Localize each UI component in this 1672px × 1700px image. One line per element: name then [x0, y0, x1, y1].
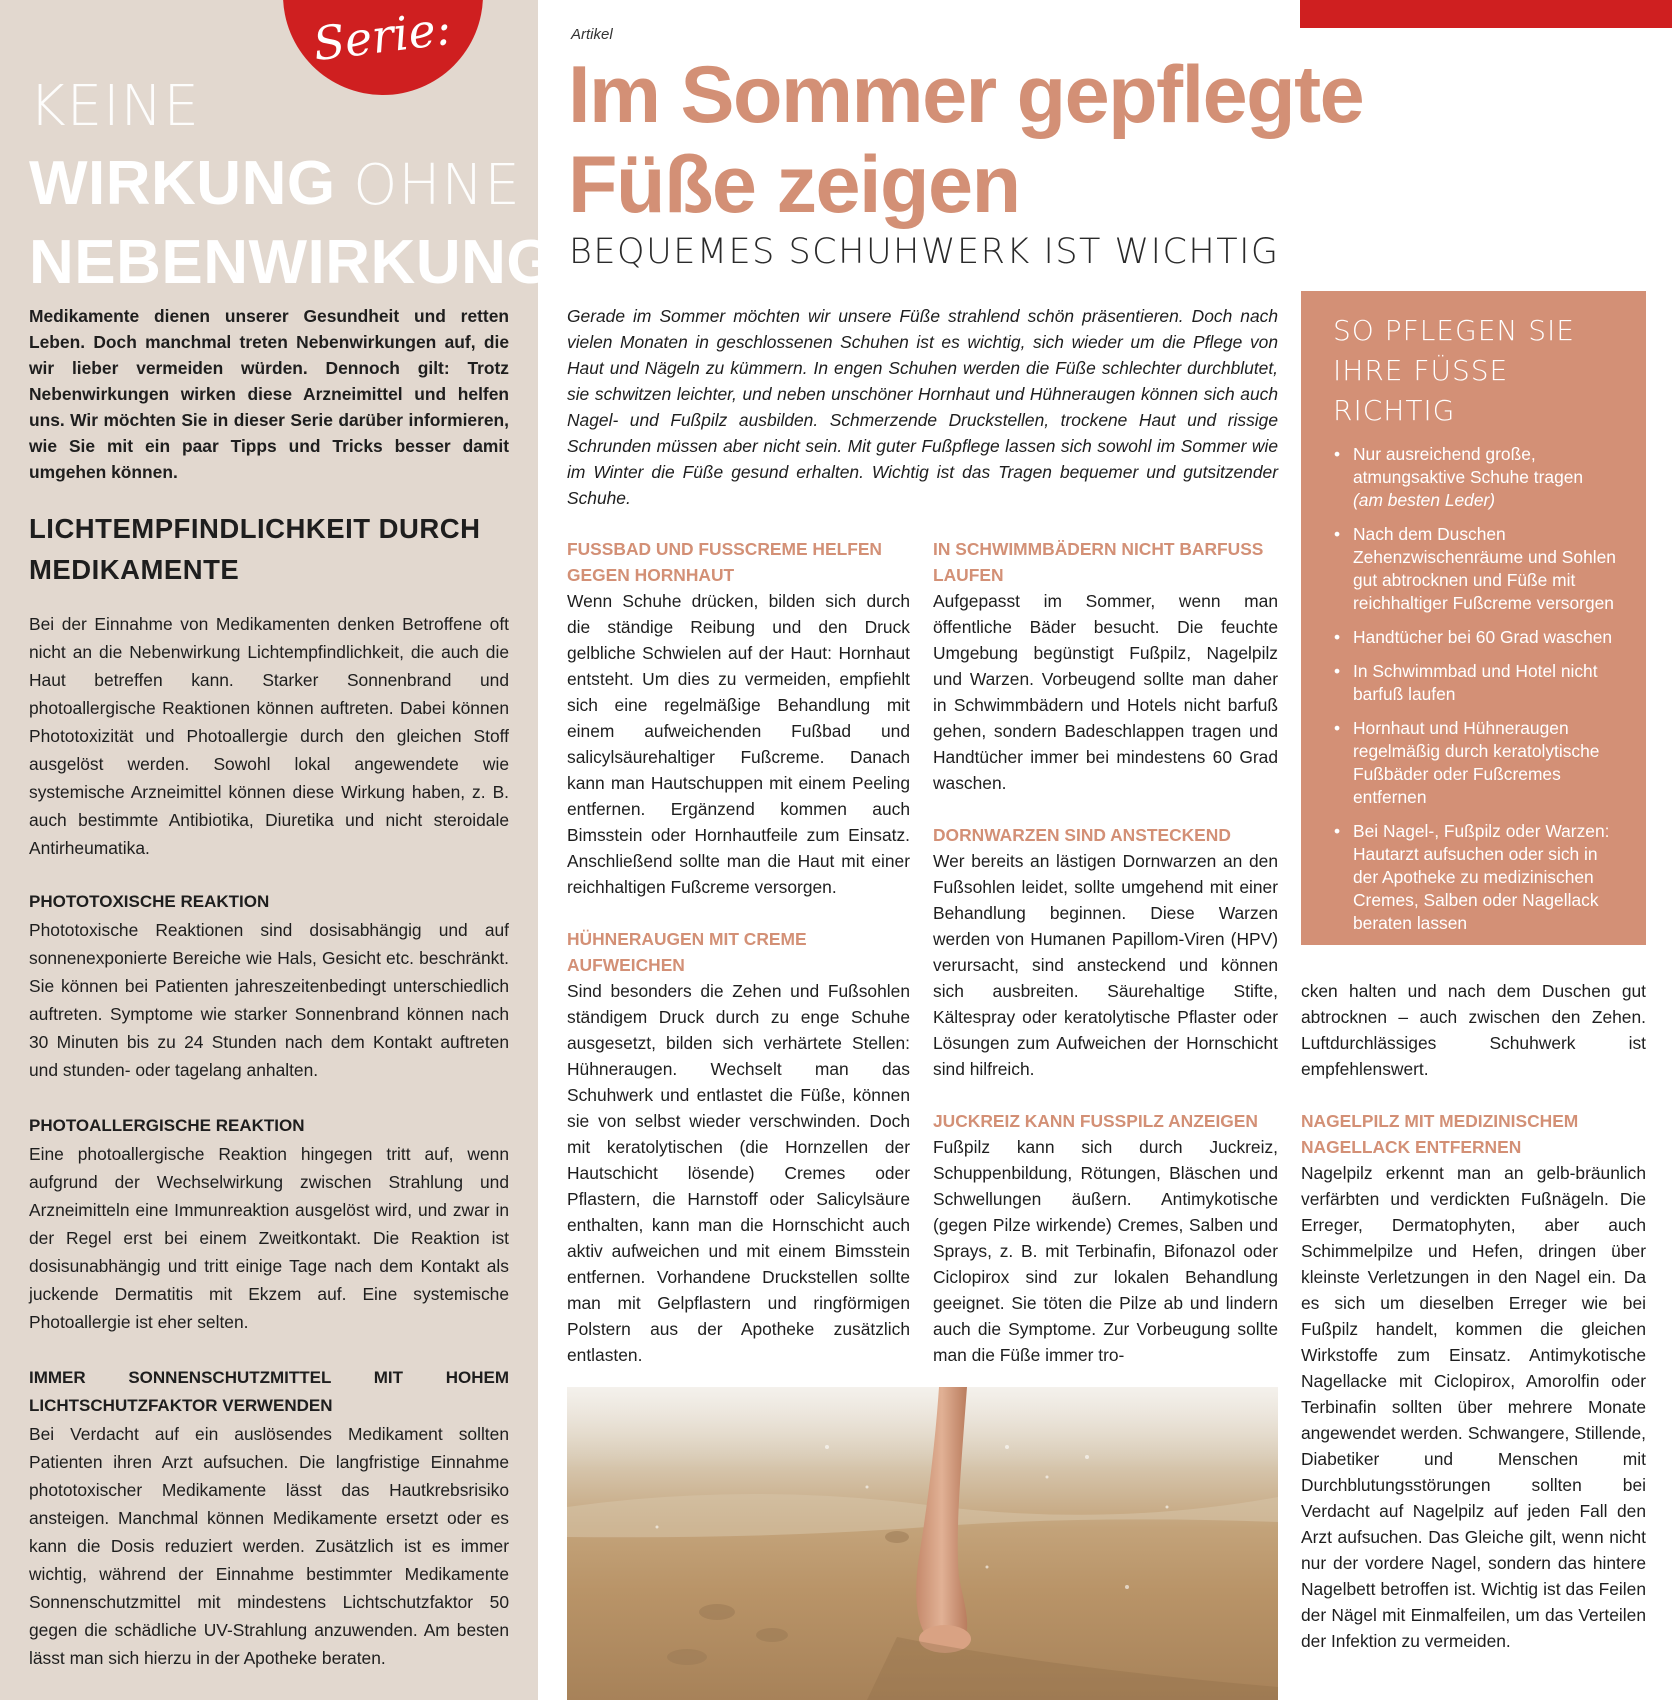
- continuation-text: cken halten und nach dem Duschen gut abtrocknen – auch zwischen den Zehen. Luftdurchlässiges Schuhwerk ist empfehlenswert.: [1301, 981, 1646, 1079]
- sea-foam: [567, 1387, 1278, 1467]
- article-column-1: [567, 536, 910, 1368]
- series-section-sunscreen: [29, 1364, 509, 1672]
- article-lead: Gerade im Sommer möchten wir unsere Füße strahlend schön präsentieren. Doch nach vielen Monaten in geschlossenen Schuhen ist es wichtig, sich wieder um die Pflege von Haut und Nägeln zu kümmern. In engen Schuhen werden die Füße schlechter durchblutet, sie schwitzen leichter, und neben unschöner Hornhaut und Hühneraugen können sich auch Nagel- und Fußpilz ausbilden. Schmerzende Druckstellen, trockene Haut und rissige Schrunden müssen aber nicht sein. Mit guter Fußpflege lassen sich sowohl im Sommer wie im Winter die Füße gesund erhalten. Wichtig ist das Tragen bequemer und gutsitzender Schuhe.: [567, 306, 1278, 508]
- section-text: Fußpilz kann sich durch Juckreiz, Schuppenbildung, Rötungen, Bläschen und Schwellungen äußern. Antimykotische (gegen Pilze wirkende) Cremes, Salben und Sprays, z. B. mit Terbinafin, Bifonazol oder Ciclopirox sind zur lokalen Behandlung geeignet. Sie töten die Pilze ab und lindern auch die Symptome. Zur Vorbeugung sollte man die Füße immer tro-: [933, 1137, 1278, 1365]
- series-section-text: Eine photoallergische Reaktion hingegen tritt auf, wenn aufgrund der Wechselwirkung zwischen Strahlung und Arzneimitteln eine Immunreaktion ausgelöst wird, und zwar in der Regel erst bei einem Zweitkontakt. Die Reaktion ist dosisunabhängig und tritt einige Tage nach dem Kontakt als juckende Dermatitis mit Ekzem auf. Eine systemische Photoallergie ist eher selten.: [29, 1144, 509, 1332]
- section-text: Wer bereits an lästigen Dornwarzen an den Fußsohlen leidet, sollte umgehend mit einer Behandlung beginnen. Diese Warzen werden von Humanen Papillom-Viren (HPV) verursacht, sind ansteckend und können sich ausbreiten. Säurehaltige Stifte, Kältespray oder keratolytische Pflaster oder Lösungen zum Aufweichen der Hornschicht sind hilfreich.: [933, 851, 1278, 1079]
- section-heading: FUSSBAD UND FUSSCREME HELFEN GEGEN HORNHAUT: [567, 539, 882, 585]
- headline-line1: Im Sommer gepflegte: [568, 50, 1364, 140]
- article-subheadline: BEQUEMES SCHUHWERK IST WICHTIG: [569, 232, 1280, 272]
- series-section-heading: PHOTOALLERGISCHE REAKTION: [29, 1116, 305, 1135]
- series-title-line3: NEBENWIRKUNG: [29, 228, 556, 297]
- series-section-text: Phototoxische Reaktionen sind dosisabhängig und auf sonnenexponierte Bereiche wie Hals, Gesicht etc. beschränkt. Sie können bei Patienten jahreszeitenbedingt unterschiedlich auftreten. Symptome wie starker Sonnenbrand können nach 30 Minuten bis zu 24 Stunden nach dem Kontakt auftreten und stunden- oder tagelang anhalten.: [29, 920, 509, 1080]
- section-text: Sind besonders die Zehen und Fußsohlen ständigem Druck durch zu enge Schuhe ausgesetzt, bilden sich verhärtete Stellen: Hühneraugen. Wechselt man das Schuhwerk und entlastet die Füße, können sie von selbst wieder verschwinden. Doch mit keratolytischen (die Hornzellen der Hautschicht lösende) Cremes oder Pflastern, die Harnstoff oder Salicylsäure enthalten, kann man die Hornschicht auch aktiv aufweichen und mit einem Bimsstein entfernen. Vorhandene Druckstellen sollte man mit Gelpflastern und ringförmigen Polstern aus der Apotheke zusätzlich entlasten.: [567, 981, 910, 1365]
- tip-item: • Hornhaut und Hühneraugen regelmäßig durch keratolytische Fußbäder oder Fußcremes entfernen: [1333, 717, 1626, 809]
- tip-note: (am besten Leder): [1353, 490, 1496, 510]
- article-section: [933, 536, 1278, 796]
- series-title-line2-light: OHNE: [353, 153, 521, 218]
- tips-list: [1333, 443, 1626, 935]
- series-section-heading: IMMER SONNENSCHUTZMITTEL MIT HOHEM LICHTSCHUTZFAKTOR VERWENDEN: [29, 1368, 509, 1415]
- series-title-line1: KEINE: [29, 74, 200, 139]
- tip-item: • Nach dem Duschen Zehenzwischenräume und Sohlen gut abtrocknen und Füße mit reichhaltiger Fußcreme versorgen: [1333, 523, 1626, 615]
- section-text: Wenn Schuhe drücken, bilden sich durch die ständige Reibung und den Druck gelbliche Schwielen auf der Haut: Hornhaut entsteht. Um dies zu vermeiden, empfiehlt sich eine regelmäßige Behandlung mit einem aufweichenden Fußbad und salicylsäurehaltiger Fußcreme. Danach kann man Hautschuppen mit einem Peeling entfernen. Ergänzend kommen auch Bimsstein oder Hornhautfeile zum Einsatz. Anschließend sollte man die Haut mit einer reichhaltigen Fußcreme versorgen.: [567, 591, 910, 897]
- series-section-phototoxic: [29, 888, 509, 1084]
- article-kicker: Artikel: [571, 26, 613, 43]
- section-heading: DORNWARZEN SIND ANSTECKEND: [933, 825, 1231, 845]
- series-body: Bei der Einnahme von Medikamenten denken Betroffene oft nicht an die Nebenwirkung Lichtempfindlichkeit, die auch die Haut betreffen kann. Starker Sonnenbrand und photoallergische Reaktionen können auftreten. Dabei können Phototoxizität und Photoallergie durch den gleichen Stoff ausgelöst werden. Sowohl lokal angewendete wie systemische Arzneimittel können diese Wirkung haben, z. B. auch bestimmte Antibiotika, Diuretika und nicht steroidale Antirheumatika.: [29, 614, 509, 858]
- top-red-bar: [1300, 0, 1672, 28]
- section-heading: HÜHNERAUGEN MIT CREME AUFWEICHEN: [567, 929, 807, 975]
- article-section: [1301, 1108, 1646, 1654]
- series-intro: Medikamente dienen unserer Gesundheit und retten Leben. Doch manchmal treten Nebenwirkungen auf, die wir lieber vermeiden würden. Dennoch gilt: Trotz Nebenwirkungen wirken diese Arzneimittel und helfen uns. Wir möchten Sie in dieser Serie darüber informieren, wie Sie mit ein paar Tipps und Tricks besser damit umgehen können.: [29, 306, 509, 482]
- headline-line2: Füße zeigen: [568, 140, 1020, 230]
- barefoot-beach-photo: [567, 1387, 1278, 1700]
- foot-care-tips-box: [1301, 291, 1646, 945]
- series-heading: LICHTEMPFINDLICHKEIT DURCH MEDIKAMENTE: [29, 513, 481, 585]
- article-section: [933, 822, 1278, 1082]
- footprints: [667, 1531, 909, 1665]
- section-heading: IN SCHWIMMBÄDERN NICHT BARFUSS LAUFEN: [933, 539, 1264, 585]
- beach-photo-illustration: [567, 1387, 1278, 1700]
- series-section-text: Bei Verdacht auf ein auslösendes Medikament sollten Patienten ihren Arzt aufsuchen. Die langfristige Einnahme phototoxischer Medikamente lässt das Hautkrebsrisiko ansteigen. Manchmal können Medikamente ersetzt oder es kann die Dosis reduziert werden. Zusätzlich ist es immer wichtig, während der Einnahme bestimmter Medikamente Sonnenschutzmittel mit mindestens Lichtschutzfaktor 50 gegen die schädliche UV-Strahlung anzuwenden. Am besten lässt man sich hierzu in der Apotheke beraten.: [29, 1424, 509, 1668]
- article-headline: [568, 50, 1568, 230]
- article-section: [567, 536, 910, 900]
- tip-text: Nur ausreichend große, atmungsaktive Schuhe tragen: [1353, 444, 1584, 487]
- tips-title-line2: IHRE FÜSSE RICHTIG: [1333, 354, 1509, 427]
- section-text: Aufgepasst im Sommer, wenn man öffentliche Bäder besucht. Die feuchte Umgebung begünstigt Fußpilz, Nagelpilz und Warzen. Vorbeugend sollte man daher in Schwimmbädern und Hotels nicht barfuß gehen, sondern Badeschlappen tragen und Handtücher immer bei mindestens 60 Grad waschen.: [933, 591, 1278, 793]
- tip-item: • Handtücher bei 60 Grad waschen: [1333, 626, 1626, 649]
- series-section-photoallergic: [29, 1112, 509, 1336]
- shadow-streak: [867, 1637, 1278, 1700]
- section-heading: JUCKREIZ KANN FUSSPILZ ANZEIGEN: [933, 1111, 1258, 1131]
- article-section: [933, 1108, 1278, 1368]
- article-column-3: [1301, 978, 1646, 1654]
- tips-title-line1: SO PFLEGEN SIE: [1333, 314, 1575, 347]
- tip-item: • Bei Nagel-, Fußpilz oder Warzen: Hautarzt aufsuchen oder sich in der Apotheke zu medizinischen Cremes, Salben oder Nagellack beraten lassen: [1333, 820, 1626, 935]
- section-heading: NAGELPILZ MIT MEDIZINISCHEM NAGELLACK ENTFERNEN: [1301, 1111, 1579, 1157]
- series-section-heading: PHOTOTOXISCHE REAKTION: [29, 892, 270, 911]
- tip-item: • In Schwimmbad und Hotel nicht barfuß laufen: [1333, 660, 1626, 706]
- tip-item: [1333, 443, 1626, 512]
- series-title: [29, 66, 556, 301]
- article-section: [567, 926, 910, 1368]
- series-title-line2-bold: WIRKUNG: [29, 149, 336, 218]
- wet-sand-band: [567, 1494, 1278, 1537]
- series-column: [0, 0, 556, 1700]
- article-column-2: [933, 536, 1278, 1368]
- section-text: Nagelpilz erkennt man an gelb-bräunlich verfärbten und verdickten Fußnägeln. Die Erreger, Dermatophyten, aber auch Schimmelpilze und Hefen, dringen über kleinste Verletzungen in den Nagel ein. Da es sich um dieselben Erreger wie bei Fußpilz handelt, kommen die gleichen Wirkstoffe zum Einsatz. Antimykotische Nagellacke mit Ciclopirox, Amorolfin oder Terbinafin sollten über mehrere Monate angewendet werden. Schwangere, Stillende, Diabetiker und Menschen mit Durchblutungsstörungen sollten bei Verdacht auf Nagelpilz auf jeden Fall den Arzt aufsuchen. Das Gleiche gilt, wenn nicht nur der vordere Nagel, sondern das hintere Nagelbett betroffen ist. Wichtig ist das Feilen der Nägel mit Einmalfeilen, um das Verteilen der Infektion zu vermeiden.: [1301, 1163, 1646, 1651]
- serie-badge-label: Serie:: [310, 0, 454, 72]
- tips-title: [1333, 311, 1626, 431]
